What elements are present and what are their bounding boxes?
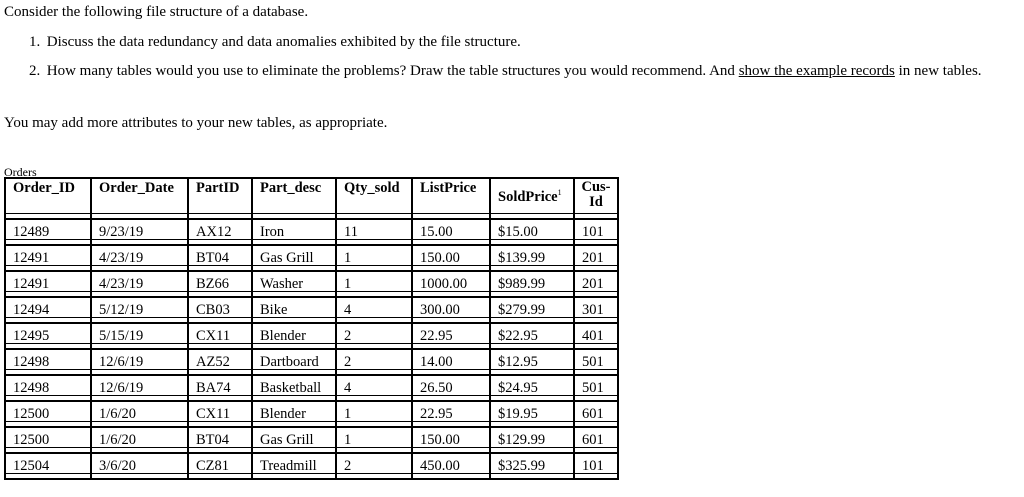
cell-part-desc: Gas Grill — [253, 428, 337, 454]
table-row — [6, 298, 619, 324]
footnote-marker: 1 — [557, 188, 562, 197]
note-text: You may add more attributes to your new tables, as appropriate. — [4, 115, 388, 131]
cell-part-id: BT04 — [189, 246, 253, 272]
cell-order-date: 12/6/19 — [92, 376, 189, 402]
cell-part-id: BZ66 — [189, 272, 253, 298]
cell-sold-price: $15.00 — [491, 220, 575, 246]
cell-order-date: 4/23/19 — [92, 272, 189, 298]
cell-sold-price: $22.95 — [491, 324, 575, 350]
cell-sold-price: $139.99 — [491, 246, 575, 272]
cell-list-price: 26.50 — [413, 376, 491, 402]
cell-order-date: 1/6/20 — [92, 402, 189, 428]
cell-qty-sold: 1 — [337, 428, 413, 454]
table-row — [6, 246, 619, 272]
cell-part-desc: Bike — [253, 298, 337, 324]
table-row — [6, 428, 619, 454]
cell-sold-price: $989.99 — [491, 272, 575, 298]
cell-part-desc: Iron — [253, 220, 337, 246]
cell-list-price: 1000.00 — [413, 272, 491, 298]
header-cus-id-line1: Cus- — [581, 179, 611, 195]
header-qty-sold: Qty_sold — [337, 179, 413, 220]
header-sold-price — [491, 179, 575, 220]
cell-qty-sold: 1 — [337, 272, 413, 298]
cell-order-id: 12498 — [6, 376, 92, 402]
cell-part-id: AZ52 — [189, 350, 253, 376]
header-part-desc: Part_desc — [253, 179, 337, 220]
cell-sold-price: $279.99 — [491, 298, 575, 324]
cell-qty-sold: 2 — [337, 454, 413, 480]
underlined-text: show the example records — [738, 63, 895, 79]
header-order-id: Order_ID — [6, 179, 92, 220]
cell-qty-sold: 11 — [337, 220, 413, 246]
header-part-id: PartID — [189, 179, 253, 220]
cell-sold-price: $19.95 — [491, 402, 575, 428]
cell-qty-sold: 2 — [337, 350, 413, 376]
question-2 — [29, 62, 982, 80]
cell-sold-price: $24.95 — [491, 376, 575, 402]
cell-list-price: 22.95 — [413, 402, 491, 428]
table-row — [6, 454, 619, 480]
cell-qty-sold: 4 — [337, 376, 413, 402]
cell-order-id: 12495 — [6, 324, 92, 350]
header-order-date: Order_Date — [92, 179, 189, 220]
table-row — [6, 350, 619, 376]
question-text: Discuss the data redundancy and data anomalies exhibited by the file structure. — [46, 34, 521, 50]
table-row — [6, 272, 619, 298]
cell-part-id: CX11 — [189, 324, 253, 350]
table-row — [6, 324, 619, 350]
cell-qty-sold: 1 — [337, 402, 413, 428]
cell-cus-id: 601 — [575, 402, 619, 428]
cell-sold-price: $325.99 — [491, 454, 575, 480]
cell-order-id: 12504 — [6, 454, 92, 480]
table-row — [6, 402, 619, 428]
cell-cus-id: 301 — [575, 298, 619, 324]
cell-part-id: CX11 — [189, 402, 253, 428]
cell-list-price: 150.00 — [413, 246, 491, 272]
cell-part-id: BT04 — [189, 428, 253, 454]
cell-part-desc: Blender — [253, 324, 337, 350]
cell-list-price: 150.00 — [413, 428, 491, 454]
cell-order-date: 5/15/19 — [92, 324, 189, 350]
cell-order-id: 12491 — [6, 272, 92, 298]
header-sold-price-label: SoldPrice — [498, 188, 558, 205]
header-cus-id-line2: Id — [589, 194, 603, 210]
header-list-price: ListPrice — [413, 179, 491, 220]
cell-cus-id: 601 — [575, 428, 619, 454]
cell-order-id: 12498 — [6, 350, 92, 376]
cell-part-id: BA74 — [189, 376, 253, 402]
intro-text: Consider the following file structure of a database. — [4, 4, 309, 20]
cell-part-desc: Basketball — [253, 376, 337, 402]
table-row — [6, 220, 619, 246]
cell-qty-sold: 2 — [337, 324, 413, 350]
cell-cus-id: 401 — [575, 324, 619, 350]
table-caption: Orders — [4, 165, 37, 179]
question-text-end: in new tables. — [894, 63, 982, 79]
cell-order-date: 5/12/19 — [92, 298, 189, 324]
cell-order-date: 1/6/20 — [92, 428, 189, 454]
header-cus-id — [575, 179, 619, 220]
cell-part-id: AX12 — [189, 220, 253, 246]
question-list — [29, 33, 982, 80]
cell-part-desc: Dartboard — [253, 350, 337, 376]
cell-cus-id: 101 — [575, 220, 619, 246]
cell-order-id: 12494 — [6, 298, 92, 324]
cell-cus-id: 501 — [575, 350, 619, 376]
cell-list-price: 450.00 — [413, 454, 491, 480]
cell-order-date: 12/6/19 — [92, 350, 189, 376]
cell-list-price: 15.00 — [413, 220, 491, 246]
cell-list-price: 300.00 — [413, 298, 491, 324]
cell-order-id: 12489 — [6, 220, 92, 246]
cell-cus-id: 501 — [575, 376, 619, 402]
cell-part-id: CZ81 — [189, 454, 253, 480]
cell-qty-sold: 4 — [337, 298, 413, 324]
cell-part-desc: Gas Grill — [253, 246, 337, 272]
cell-part-id: CB03 — [189, 298, 253, 324]
cell-order-id: 12500 — [6, 402, 92, 428]
table-body — [6, 220, 619, 480]
cell-part-desc: Blender — [253, 402, 337, 428]
cell-sold-price: $129.99 — [491, 428, 575, 454]
cell-order-id: 12500 — [6, 428, 92, 454]
cell-order-date: 9/23/19 — [92, 220, 189, 246]
cell-qty-sold: 1 — [337, 246, 413, 272]
question-1 — [29, 33, 982, 51]
cell-sold-price: $12.95 — [491, 350, 575, 376]
cell-order-date: 4/23/19 — [92, 246, 189, 272]
cell-part-desc: Treadmill — [253, 454, 337, 480]
question-number: 1. — [29, 34, 41, 50]
orders-table — [4, 177, 619, 480]
cell-list-price: 14.00 — [413, 350, 491, 376]
table-row — [6, 376, 619, 402]
cell-cus-id: 201 — [575, 272, 619, 298]
cell-order-date: 3/6/20 — [92, 454, 189, 480]
cell-part-desc: Washer — [253, 272, 337, 298]
table-header-row — [6, 179, 619, 220]
question-number: 2. — [29, 63, 41, 79]
cell-order-id: 12491 — [6, 246, 92, 272]
cell-list-price: 22.95 — [413, 324, 491, 350]
question-text: How many tables would you use to eliminate the problems? Draw the table structures you would recommend. And — [46, 63, 739, 79]
cell-cus-id: 101 — [575, 454, 619, 480]
cell-cus-id: 201 — [575, 246, 619, 272]
